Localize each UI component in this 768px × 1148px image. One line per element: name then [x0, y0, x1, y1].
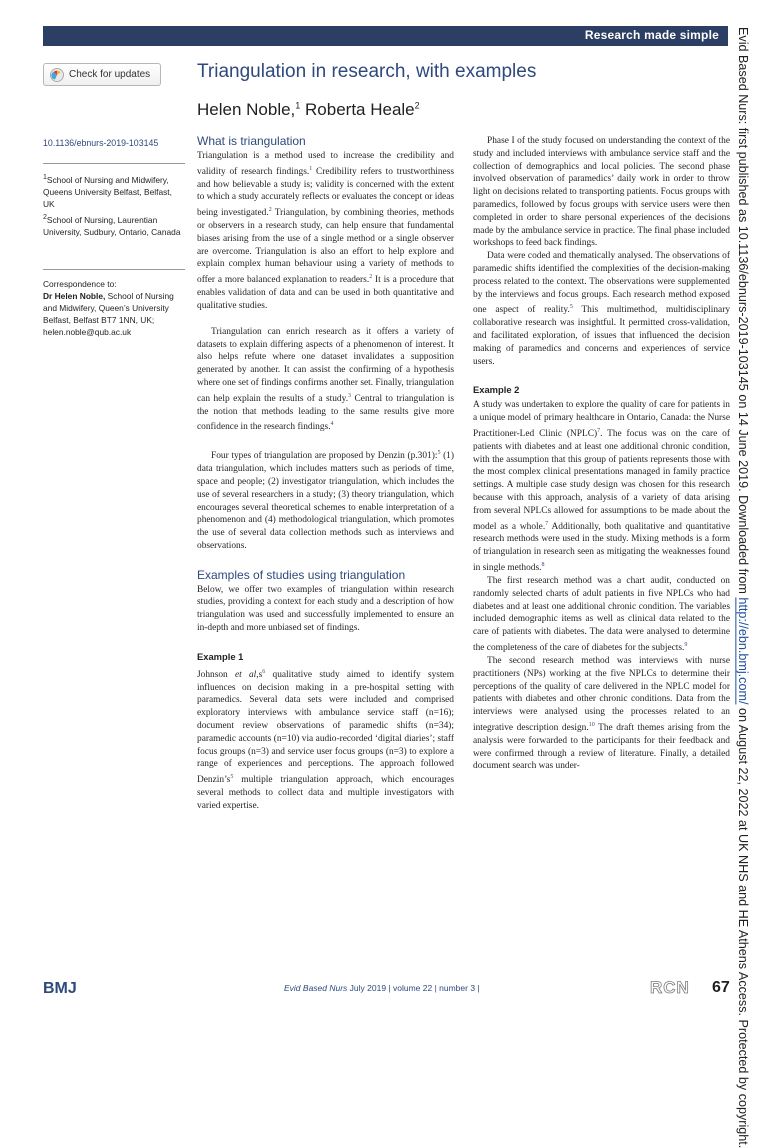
- section-banner: [43, 26, 728, 46]
- paragraph: Data were coded and thematically analysed. The observations of paramedic shifts identified the complexities of the decision-making process related to the context. The observations were supplemented by the interviews and focus groups. Each research method exposed one aspect of reality.$^5$ This multimethod, multidisciplinary collaborative research was insightful. It permitted cross-validation, and facilitated exploration, of issues that influenced the decision making of paramedics and concerns and experiences of service users.: [473, 251, 731, 367]
- check-for-updates-button[interactable]: [43, 63, 161, 86]
- journal-link[interactable]: http://ebn.bmj.com/: [736, 597, 750, 705]
- affiliation: [43, 172, 183, 210]
- paragraph: The second research method was interviews with nurse practitioners (NPs) working at the five NPLCs to determine their perceptions of the quality of care delivered in the NPLC model for patients with diabetes and other chronic conditions. Data from the interviews were analysed using the processes related to an integrative description design.$^{10}$ The draft themes arising from the analysis were forwarded to the participants for their feedback and were confirmed through a review of literature. Finally, a detailed document search was under-: [473, 655, 730, 772]
- paragraph: Four types of triangulation are proposed by Denzin (p.301):$^5$ (1) data triangulation, which includes matters such as periods of time, space and people; (2) investigator triangulation, which includes the use of several researchers in a study; (3) theory triangulation, which encourages several theoretical schemes to enable interpretation of a phenomenon and (4) methodological triangulation, which promotes the use of several data collection methods such as interviews and observations.: [197, 450, 454, 552]
- body-column-left: [197, 135, 454, 813]
- rcn-logo: RCN: [650, 978, 690, 997]
- section-label: Research made simple: [584, 28, 719, 42]
- author-name: Roberta Heale: [300, 100, 415, 119]
- author-list: [197, 100, 420, 120]
- body-column-right: [473, 135, 730, 773]
- affil-number: 1: [43, 174, 47, 181]
- affil-number: 2: [43, 213, 47, 221]
- affil-text: School of Nursing and Midwifery, Queens University Belfast, Belfast, UK: [43, 174, 172, 209]
- affil-text: School of Nursing, Laurentian University, Sudbury, Ontario, Canada: [43, 214, 181, 237]
- correspondence-label: Correspondence to:: [43, 279, 117, 289]
- watermark-text: Evid Based Nurs: first published as 10.1136/ebnurs-2019-103145 on 14 June 2019. Downloaded from: [736, 27, 750, 598]
- page-number: 67: [712, 979, 730, 996]
- affiliation: [43, 212, 183, 238]
- correspondence-body: [43, 290, 183, 338]
- paragraph: Johnson et $al,s^6$ qualitative study aimed to identify system influences on decision making in a pre-hospital setting with paramedics. Several data sets were included and comprised exploratory interviews with ambulance service staff (n=16); document review observations of paramedic shifts (n=34); paramedic accounts (n=10) via audio-recorded ‘digital diaries’; staff focus groups (n=3) and service user focus groups (n=3) to explore a range of experiences and perceptions. The approach followed $Denzin’s^5$ multiple triangulation approach, which encourages several methods to collect data and multiple investigators with varied expertise.: [197, 668, 454, 811]
- author-affil-ref: 2: [414, 100, 420, 111]
- watermark-text: on August 22, 2022 at UK NHS and HE Athens Access. Protected by copyright.: [736, 704, 750, 1148]
- correspondence-name: Dr Helen Noble,: [43, 291, 106, 301]
- paragraph: Triangulation is a method used to increase the credibility and validity of research findings.$^1$ Credibility refers to trustworthiness and how believable a study is; validity is concerned with the extent to which a study accurately reflects or evaluates the concept or ideas being investigated.$^2$ Triangulation, by combining theories, methods or observers in a research study, can help ensure that fundamental biases arising from the use of a single method or a single observer are overcome. Triangulation is also an effort to help explore and explain complex human behaviour using a variety of methods to offer a more balanced explanation to readers.$^2$ It is a procedure that enables validation of data and can be used in both quantitative and qualitative studies.: [197, 150, 455, 311]
- check-for-updates-label: Check for updates: [69, 69, 151, 80]
- correspondence: [43, 278, 183, 338]
- sidebar-divider: [43, 269, 185, 270]
- heading-example-1: Example 1: [197, 650, 244, 662]
- heading-examples: Examples of studies using triangulation: [197, 567, 406, 582]
- download-watermark: [736, 27, 750, 1148]
- paragraph: Triangulation can enrich research as it offers a variety of datasets to explain differing aspects of a phenomenon of interest. It also helps refute where one dataset invalidates a supposition generated by another. It can assist the confirming of a hypothesis where one set of findings confirms another set. Finally, triangulation can help explain the results of a study.$^3$ Central to triangulation is the notion that methods leading to the same results give more confidence in the research findings.$^4$: [197, 326, 455, 433]
- paragraph: A study was undertaken to explore the quality of care for patients in a unique model of primary healthcare in Ontario, Canada: the Nurse Practitioner-Led Clinic (NPLC)$^7$. The focus was on the care of patients with diabetes and at least one additional chronic condition, with the assumption that this group of patients represents those with the most complex clinical presentations managed in family practice settings. A multiple case study design was chosen for this research because with this approach, analysis of a variety of data arising from several NPLCs allowed for assumptions to be made about the model as a whole.$^7$ Additionally, both qualitative and quantitative research methods were used in the study. Mixing methods is a form of triangulation in research seen as mitigating the weaknesses found in single methods.$^8$: [473, 400, 730, 574]
- journal-citation: Evid Based Nurs July 2019 | volume 22 | number 3 |: [284, 983, 480, 993]
- heading-example-2: Example 2: [473, 384, 520, 396]
- author-affil-ref: 1: [295, 100, 301, 111]
- affiliations: [43, 172, 183, 240]
- sidebar-divider: [43, 163, 185, 164]
- crossmark-icon: [50, 68, 64, 82]
- correspondence-address: School of Nursing and Midwifery, Queen’s University Belfast, Belfast BT7 1NN, UK; helen.noble@qub.ac.uk: [43, 291, 174, 337]
- doi-link[interactable]: 10.1136/ebnurs-2019-103145: [43, 138, 159, 148]
- author-name: Helen Noble,: [197, 100, 296, 119]
- heading-what-is-triangulation: What is triangulation: [197, 134, 306, 148]
- article-title: Triangulation in research, with examples: [197, 61, 537, 82]
- paragraph: Below, we offer two examples of triangulation within research studies, providing a context for each study and a description of how triangulation was used and successfully implemented to ensure an in-depth and more unbiased set of findings.: [197, 584, 454, 634]
- bmj-logo: BMJ: [43, 980, 77, 997]
- paragraph: The first research method was a chart audit, conducted on randomly selected charts of adult patients in five NPLCs who had diabetes and at least one additional chronic condition. The variables included demographic items as well as clinical data related to the care of patients with diabetes. The data were analysed to determine the completeness of the care of diabetes for the subjects.$^9$: [473, 576, 730, 654]
- paragraph: Phase I of the study focused on understanding the context of the study and included interviews with ambulance service staff and the collection of demographics and local policies. The second phase involved observation of paramedics’ daily work in order to throw light on decisions related to transporting patients. Focus groups with paramedics, followed by focus groups with service users were then completed in order to share personal experiences of the decisions made by the ambulance service in practice. The final phase included workshops to feed back findings.: [473, 136, 730, 249]
